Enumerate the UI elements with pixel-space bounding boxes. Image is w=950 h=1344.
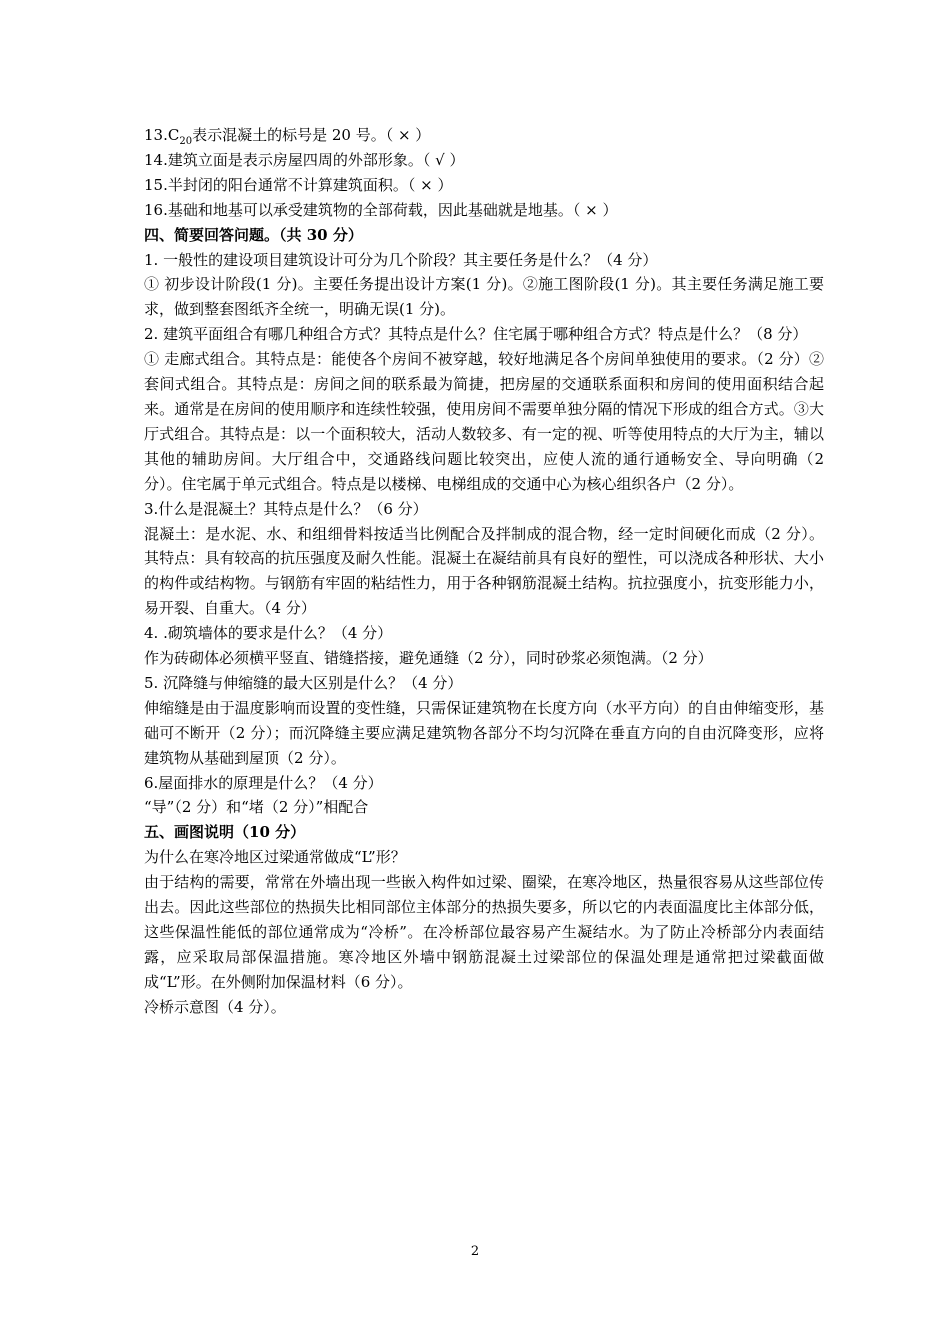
answer-6: “导”（2 分）和“堵（2 分）”相配合 <box>144 798 369 817</box>
drawing-caption: 冷桥示意图（4 分）。 <box>144 997 286 1016</box>
question-4: 4. .砌筑墙体的要求是什么？（4 分） <box>144 624 393 643</box>
section-heading-4: 四、简要回答问题。（共 30 分） <box>144 225 363 244</box>
line-15: 15.半封闭的阳台通常不计算建筑面积。（ × ） <box>144 175 453 194</box>
line-13: $13.C_{20}$表示混凝土的标号是 20 号。（ × ） <box>144 126 431 147</box>
answer-5: 伸缩缝是由于温度影响而设置的变性缝，只需保证建筑物在长度方向（水平方向）的自由伸缩变形，基础可不断开（2 分）；而沉降缝主要应满足建筑物各部分不均匀沉降在垂直方向的自由沉降变形，应将建筑物从基础到屋顶（2 分）。 <box>144 698 824 767</box>
question-6: 6.屋面排水的原理是什么？（4 分） <box>144 773 383 792</box>
question-3: 3.什么是混凝土？其特点是什么？（6 分） <box>144 499 428 518</box>
answer-3: 混凝土：是水泥、水、和组细骨料按适当比例配合及拌制成的混合物，经一定时间硬化而成（2 分）。其特点：具有较高的抗压强度及耐久性能。混凝土在凝结前具有良好的塑性，可以浇成各种形状、大小的构件或结构物。与钢筋有牢固的粘结性力，用于各种钢筋混凝土结构。抗拉强度小，抗变形能力小，易开裂、自重大。（4 分） <box>144 524 824 618</box>
question-1: 1. 一般性的建设项目建筑设计可分为几个阶段？其主要任务是什么？（4 分） <box>144 250 658 269</box>
question-2: 2. 建筑平面组合有哪几种组合方式？其特点是什么？住宅属于哪种组合方式？特点是什么？（8 分） <box>144 325 808 344</box>
question-5: 5. 沉降缝与伸缩缝的最大区别是什么？（4 分） <box>144 673 463 692</box>
page-number: 2 <box>470 1244 480 1259</box>
drawing-question: 为什么在寒冷地区过梁通常做成“L”形？ <box>144 848 406 867</box>
section-heading-5: 五、画图说明（10 分） <box>144 823 306 842</box>
line-14: 14.建筑立面是表示房屋四周的外部形象。（ √ ） <box>144 150 465 169</box>
answer-1: ① 初步设计阶段(1 分)。主要任务提出设计方案(1 分)。②施工图阶段(1 分)。其主要任务满足施工要求，做到整套图纸齐全统一，明确无误(1 分)。 <box>144 275 824 319</box>
drawing-answer: 由于结构的需要，常常在外墙出现一些嵌入构件如过梁、圈梁，在寒冷地区，热量很容易从这些部位传出去。因此这些部位的热损失比相同部位主体部分的热损失要多，所以它的内表面温度比主体部分低，这些保温性能低的部位通常成为“冷桥”。在冷桥部位最容易产生凝结水。为了防止冷桥部分内表面结露，应采取局部保温措施。寒冷地区外墙中钢筋混凝土过梁部位的保温处理是通常把过梁截面做成“L”形。在外侧附加保温材料（6 分）。 <box>144 873 824 991</box>
document-body <box>144 123 824 1020</box>
answer-4: 作为砖砌体必须横平竖直、错缝搭接，避免通缝（2 分），同时砂浆必须饱满。（2 分） <box>144 649 713 668</box>
line-16: 16.基础和地基可以承受建筑物的全部荷载，因此基础就是地基。（ × ） <box>144 200 618 219</box>
answer-2: ① 走廊式组合。其特点是：能使各个房间不被穿越，较好地满足各个房间单独使用的要求。（2 分）②套间式组合。其特点是：房间之间的联系最为简捷，把房屋的交通联系面积和房间的使用面积结合起来。通常是在房间的使用顺序和连续性较强，使用房间不需要单独分隔的情况下形成的组合方式。③大厅式组合。其特点是：以一个面积较大，活动人数较多、有一定的视、听等使用特点的大厅为主，辅以其他的辅助房间。大厅组合中，交通路线问题比较突出，应使人流的通行通畅安全、导向明确（2 分）。住宅属于单元式组合。特点是以楼梯、电梯组成的交通中心为核心组织各户（2 分）。 <box>144 350 824 493</box>
